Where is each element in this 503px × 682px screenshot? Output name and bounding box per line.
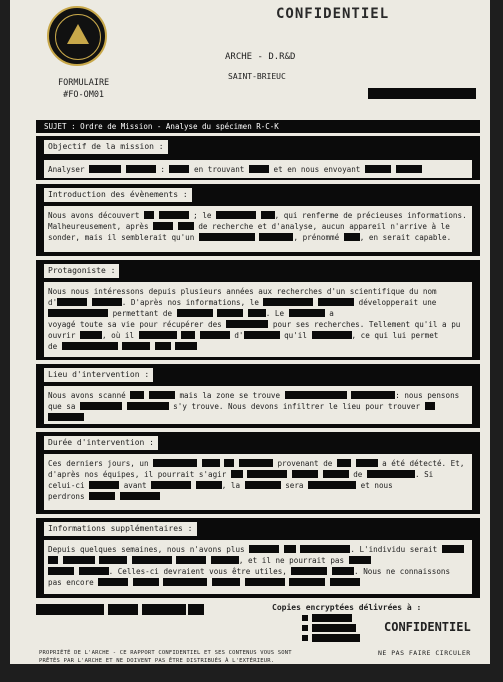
redaction [330,578,360,586]
redaction-header [368,88,476,99]
redaction [351,391,395,399]
do-not-circulate: NE PAS FAIRE CIRCULER [378,649,471,657]
redaction [153,459,197,467]
text: , et il ne pourrait pas [238,556,345,565]
mission-document [10,0,490,664]
text: , où il [102,331,135,340]
text: , ce qui lui permet [351,331,439,340]
text: et nous [360,481,393,490]
redaction [263,298,313,306]
section-title-protagonist: Protagoniste : [44,264,119,278]
subject-bar: SUJET : Ordre de Mission - Analyse du spécimen R-C-K [36,120,480,133]
text: , en serait capable. [359,233,452,242]
redaction [349,556,371,564]
city-name: SAINT-BRIEUC [228,72,286,81]
text: . Le [265,309,285,318]
redaction [292,470,318,478]
recipient-bullet [302,615,308,621]
organization-name: ARCHE - D.R&D [225,52,296,62]
redaction [249,165,269,173]
redaction [216,211,256,219]
redaction-signature [36,604,104,615]
text: Nous nous intéressons depuis plusieurs années aux recherches d'un scientifique du nom [48,287,437,296]
redaction-recipient [312,614,352,622]
redaction [79,567,109,575]
text: a été détecté. Et, [382,459,465,468]
redaction [231,470,243,478]
redaction [80,402,122,410]
redaction [175,342,197,350]
text: ; le [193,211,212,220]
redaction [163,578,207,586]
redaction [48,413,84,421]
redaction [284,545,296,553]
redaction-recipient [312,624,356,632]
recipient-bullet [302,625,308,631]
redaction [356,459,378,467]
redaction [92,298,122,306]
redaction [181,331,195,339]
text: . L'individu serait [350,545,438,554]
redaction [153,222,173,230]
section-title-location: Lieu d'intervention : [44,368,153,382]
section-body-introduction [44,206,472,252]
redaction-signature [142,604,186,615]
redaction [245,481,281,489]
text: permettant de [112,309,173,318]
redaction [126,165,156,173]
redaction [196,481,222,489]
redaction [318,298,354,306]
redaction [130,391,144,399]
confidential-stamp-top: CONFIDENTIEL [276,6,390,22]
text: pas encore [48,578,94,587]
text: sonder, mais il semblerait qu'un [48,233,195,242]
redaction-signature [108,604,138,615]
footer-line-2: PRÊTÉS PAR L'ARCHE ET NE DOIVENT PAS ÊTRE DISTRIBUÉS À L'EXTÉRIEUR. [39,658,275,664]
redaction-signature [188,604,204,615]
section-body-objective [44,160,472,178]
redaction [308,481,356,489]
text: de [48,342,58,351]
text: Depuis quelques semaines, nous n'avons plus [48,545,245,554]
redaction [249,545,279,553]
text: : nous pensons [395,391,460,400]
text: d' [48,298,58,307]
redaction [178,222,194,230]
redaction [442,545,464,553]
redaction [244,331,280,339]
redaction [202,459,220,467]
text: s'y trouve. Nous devons infiltrer le lieu pour trouver [173,402,421,411]
redaction [133,578,159,586]
redaction [151,481,191,489]
redaction [139,331,177,339]
section-body-duration [44,454,472,510]
text: a [329,309,334,318]
redaction [289,309,325,317]
redaction [211,556,239,564]
redaction [177,309,213,317]
redaction [48,567,74,575]
section-body-additional-info [44,540,472,594]
section-body-protagonist [44,282,472,357]
seal-triangle-icon [67,24,89,44]
form-label: FORMULAIRE [58,78,110,88]
text: . D'après nos informations, le [121,298,259,307]
text: développerait une [358,298,437,307]
text: . Nous ne connaissons [354,567,451,576]
redaction [365,165,391,173]
text: d'après nos équipes, il pourrait s'agir [48,470,227,479]
text: mais la zone se trouve [179,391,281,400]
text: : [160,165,165,174]
redaction [291,567,327,575]
redaction [99,556,127,564]
redaction [245,578,285,586]
redaction [200,331,230,339]
text: celui-ci [48,481,85,490]
text: voyagé toute sa vie pour récupérer des [48,320,222,329]
redaction [98,578,128,586]
text: que sa [48,402,76,411]
text: de recherche et d'analyse, aucun appareil n'arrive à le [198,222,450,231]
redaction [155,342,171,350]
text: , prénommé [293,233,340,242]
redaction [80,331,102,339]
form-id [58,77,109,101]
section-title-duration: Durée d'intervention : [44,436,158,450]
text: Analyser [48,165,85,174]
text: sera [285,481,304,490]
redaction [120,492,160,500]
redaction [344,233,360,241]
redaction [261,211,275,219]
section-title-additional-info: Informations supplémentaires : [44,522,197,536]
redaction [212,578,240,586]
section-body-location [44,386,472,424]
text: Nous avons scanné [48,391,126,400]
redaction [337,459,351,467]
redaction [127,402,169,410]
text: qu'il [284,331,307,340]
redaction [62,342,118,350]
redaction [224,459,234,467]
footer-line-1: PROPRIÉTÉ DE L'ARCHE - CE RAPPORT CONFIDENTIEL ET SES CONTENUS VOUS SONT [39,650,292,656]
recipient-bullet [302,635,308,641]
redaction [248,309,266,317]
redaction [89,492,115,500]
text: Nous avons découvert [48,211,140,220]
text: avant [123,481,147,490]
redaction [226,320,268,328]
text: de [353,470,363,479]
redaction [169,165,189,173]
text: . Si [414,470,434,479]
redaction [63,556,95,564]
redaction-recipient [312,634,360,642]
redaction [323,470,349,478]
redaction [367,470,415,478]
text: . Celles-ci devraient vous être utiles, [108,567,287,576]
text: Ces derniers jours, un [48,459,149,468]
redaction [300,545,350,553]
organization-seal [47,6,107,66]
redaction [396,165,422,173]
redaction [132,556,172,564]
redaction [217,309,243,317]
redaction [144,211,154,219]
section-title-introduction: Introduction des évènements : [44,188,192,202]
redaction [199,233,255,241]
text: provenant de [277,459,333,468]
redaction [89,165,121,173]
redaction [159,211,189,219]
redaction [312,331,352,339]
text: d' [234,331,244,340]
redaction [48,556,58,564]
text: , qui renferme de précieuses informations. [274,211,467,220]
text: ouvrir [48,331,76,340]
redaction [176,556,206,564]
section-title-objective: Objectif de la mission : [44,140,168,154]
redaction [149,391,175,399]
redaction [89,481,119,489]
redaction [259,233,293,241]
footer-notice [39,649,292,665]
text: , la [221,481,241,490]
redaction [285,391,347,399]
redaction [289,578,325,586]
text: Malheureusement, après [48,222,149,231]
redaction [239,459,273,467]
text: pour ses recherches. Tellement qu'il a pu [272,320,461,329]
confidential-stamp-bottom: CONFIDENTIEL [384,620,471,634]
redaction [57,298,87,306]
redaction [332,567,354,575]
copies-delivered-label: Copies encryptées délivrées à : [272,603,422,612]
redaction [425,402,435,410]
text: et en nous envoyant [273,165,361,174]
form-number: #FO-OM01 [63,90,105,100]
text: en trouvant [194,165,245,174]
redaction [247,470,287,478]
text: perdrons [48,492,85,501]
redaction [122,342,150,350]
redaction [48,309,108,317]
